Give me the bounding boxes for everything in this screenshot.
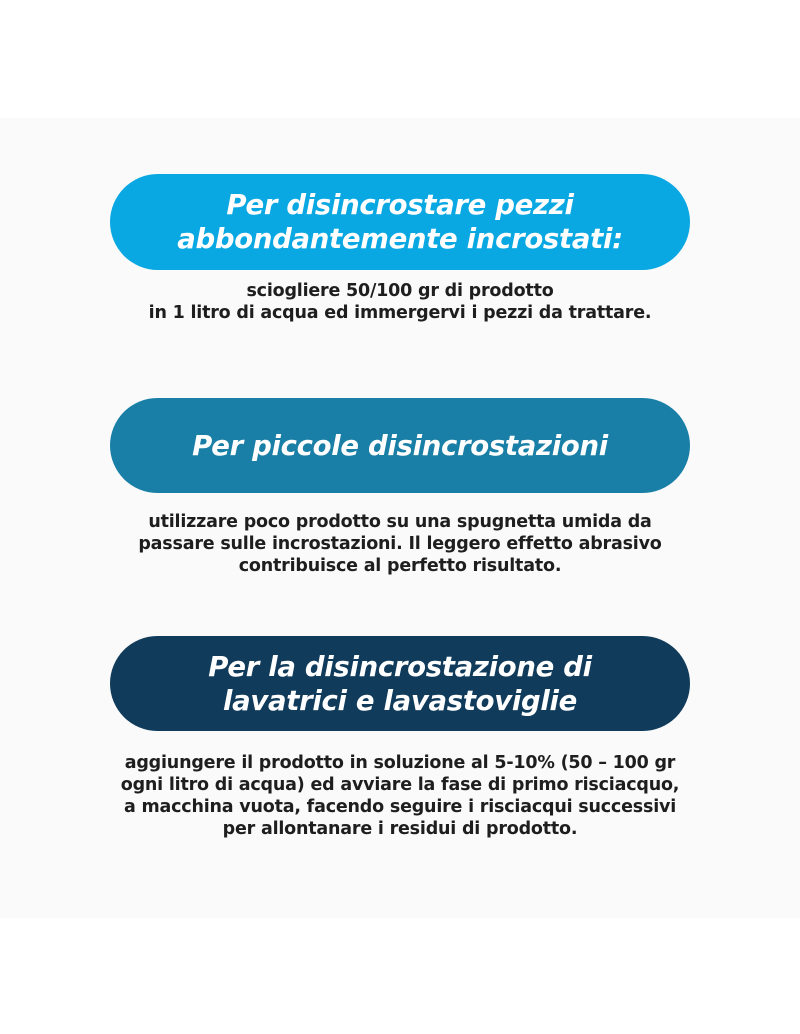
- heading-pill-light-descaling: [110, 398, 690, 493]
- heading-text: Per piccole disincrostazioni: [192, 429, 608, 462]
- heading-pill-heavy-descaling: [110, 174, 690, 270]
- instructions-heavy-descaling: sciogliere 50/100 gr di prodotto in 1 litro di acqua ed immergervi i pezzi da trattare.: [148, 281, 652, 323]
- heading-text: Per la disincrostazione di lavatrici e lavastoviglie: [208, 650, 592, 717]
- heading-text: Per disincrostare pezzi abbondantemente incrostati:: [177, 189, 623, 255]
- instructions-light-descaling: utilizzare poco prodotto su una spugnetta umida da passare sulle incrostazioni. Il leggero effetto abrasivo contribuisce al perfetto risultato.: [138, 512, 662, 576]
- instructions-appliance-descaling: aggiungere il prodotto in soluzione al 5-10% (50 – 100 gr ogni litro di acqua) ed avviare la fase di primo risciacquo, a macchina vuota, facendo seguire i risciacqui successivi per allontanare i residui di prodotto.: [120, 753, 680, 839]
- heading-pill-appliance-descaling: [110, 636, 690, 731]
